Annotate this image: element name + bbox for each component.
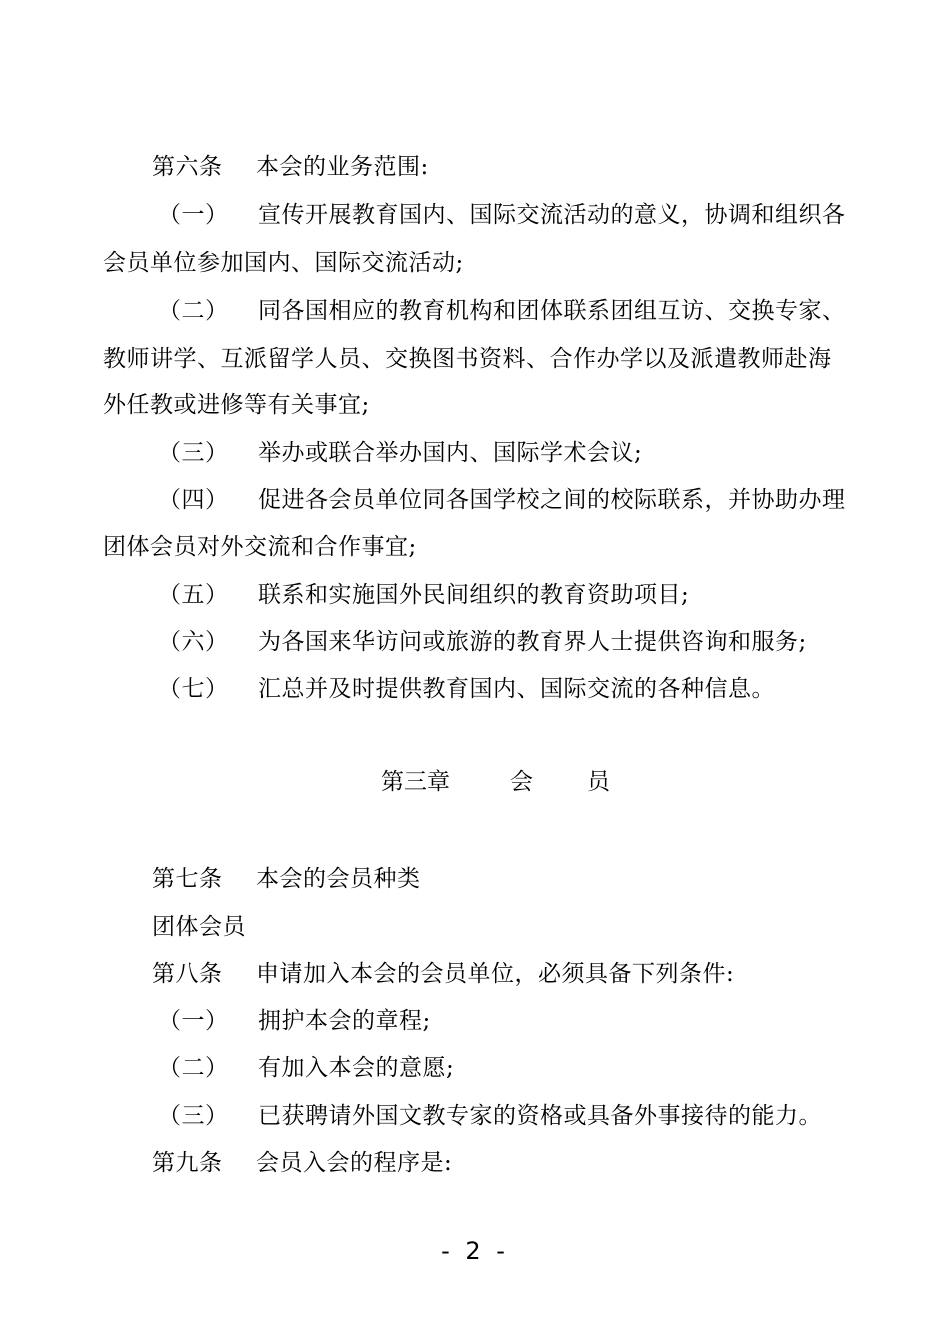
chapter-title-char-1: 会 [510, 769, 533, 795]
article-text: 会员入会的程序是: [256, 1150, 453, 1176]
item-number: （三） [158, 1103, 229, 1129]
article-number: 第六条 [152, 154, 223, 180]
subheading-text: 团体会员 [152, 914, 246, 940]
item-number: （二） [158, 1055, 229, 1081]
item-number: （五） [158, 582, 229, 608]
article-text: 申请加入本会的会员单位，必须具备下列条件: [256, 961, 735, 987]
item-number: （七） [158, 676, 229, 702]
page-number: - 2 - [441, 1237, 509, 1265]
item-text: 联系和实施国外民间组织的教育资助项目; [258, 582, 690, 608]
article-6-item-4 [158, 485, 846, 515]
article-6-item-2 [158, 296, 846, 326]
article-number: 第七条 [152, 866, 223, 892]
article-7-subheading [152, 912, 246, 942]
item-number: （一） [158, 1008, 229, 1034]
item-text: 举办或联合举办国内、国际学术会议; [258, 440, 643, 466]
article-6-heading [152, 152, 429, 182]
article-6-item-3 [158, 438, 642, 468]
article-8-item-3 [158, 1101, 822, 1131]
item-text: 会员单位参加国内、国际交流活动; [103, 250, 464, 276]
article-6-item-6 [158, 627, 807, 657]
item-text: 教师讲学、互派留学人员、交换图书资料、合作办学以及派遣教师赴海 [103, 346, 832, 372]
article-6-item-1 [158, 200, 846, 230]
article-8-item-1 [158, 1006, 431, 1036]
article-text: 本会的会员种类 [256, 866, 421, 892]
item-text: 汇总并及时提供教育国内、国际交流的各种信息。 [258, 676, 775, 702]
article-6-item-1-cont [103, 248, 464, 278]
item-text: 为各国来华访问或旅游的教育界人士提供咨询和服务; [258, 629, 807, 655]
item-text: 团体会员对外交流和合作事宜; [103, 534, 417, 560]
article-number: 第八条 [152, 961, 223, 987]
article-text: 本会的业务范围: [256, 154, 429, 180]
chapter-title-char-2: 员 [587, 769, 610, 795]
item-text: 有加入本会的意愿; [258, 1055, 455, 1081]
item-text: 已获聘请外国文教专家的资格或具备外事接待的能力。 [258, 1103, 822, 1129]
item-number: （三） [158, 440, 229, 466]
item-number: （六） [158, 629, 229, 655]
article-9-heading [152, 1148, 452, 1178]
item-number: （四） [158, 487, 229, 513]
item-number: （一） [158, 202, 229, 228]
chapter-number: 第三章 [381, 769, 450, 795]
article-6-item-2-cont [103, 344, 832, 374]
article-number: 第九条 [152, 1150, 223, 1176]
article-7-heading [152, 864, 421, 894]
item-text: 宣传开展教育国内、国际交流活动的意义，协调和组织各 [258, 202, 846, 228]
item-number: （二） [158, 298, 229, 324]
item-text: 同各国相应的教育机构和团体联系团组互访、交换专家、 [258, 298, 846, 324]
item-text: 外任教或进修等有关事宜; [103, 392, 370, 418]
article-6-item-4-cont [103, 532, 417, 562]
item-text: 拥护本会的章程; [258, 1008, 431, 1034]
article-6-item-2-cont2 [103, 390, 370, 420]
article-6-item-7 [158, 674, 775, 704]
article-8-item-2 [158, 1053, 454, 1083]
article-6-item-5 [158, 580, 689, 610]
article-8-heading [152, 959, 734, 989]
item-text: 促进各会员单位同各国学校之间的校际联系，并协助办理 [258, 487, 846, 513]
